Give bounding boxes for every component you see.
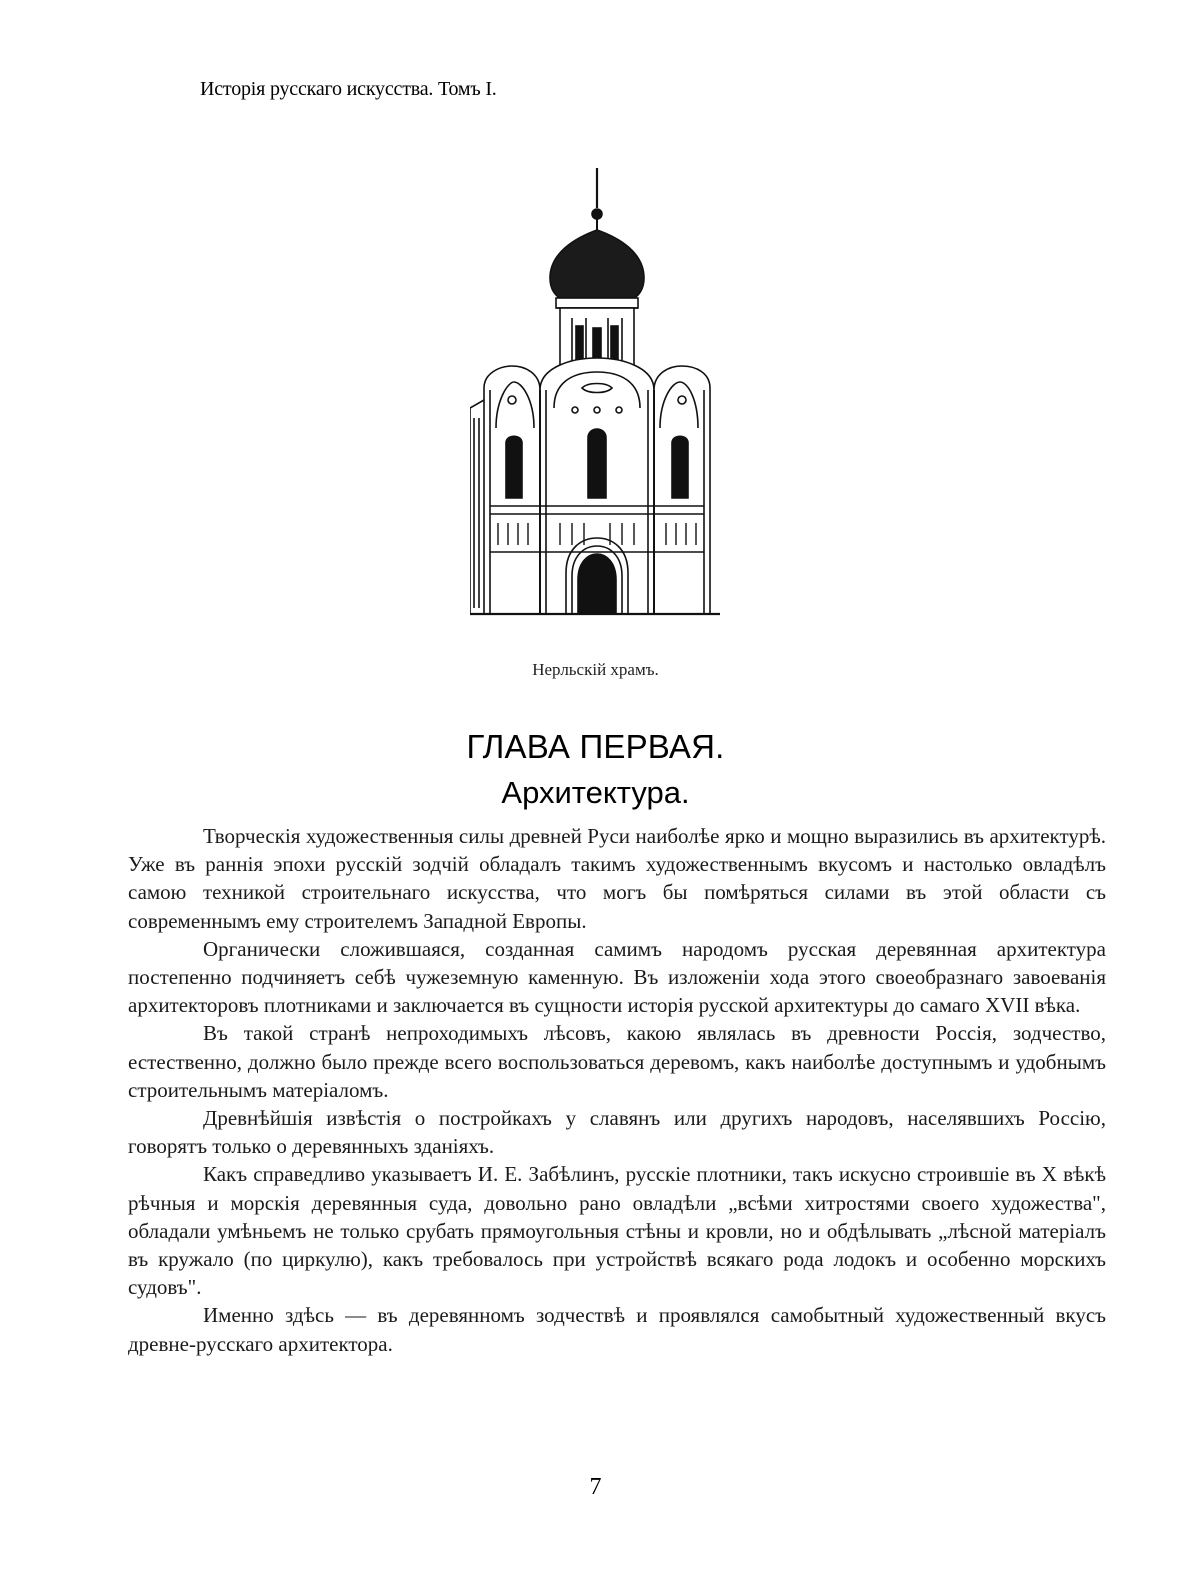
paragraph: Творческія художественныя силы древней Руси наиболѣе ярко и мощно выразились въ архитектурѣ. Уже въ раннія эпохи русскій зодчій обладалъ такимъ художественнымъ вкусомъ и настолько овладѣлъ самою техникой строительнаго искусства, что могъ бы помѣряться силами въ этой области съ современнымъ ему строителемъ Западной Европы. bbox=[128, 824, 1106, 933]
body-text bbox=[128, 822, 1106, 1358]
running-header: Исторія русскаго искусства. Томъ I. bbox=[200, 78, 497, 100]
paragraph: Именно здѣсь — въ деревянномъ зодчествѣ и проявлялся самобытный художественный вкусъ древне-русскаго архитектора. bbox=[128, 1303, 1106, 1356]
paragraph: Органически сложившаяся, созданная самимъ народомъ русская деревянная архитектура постепенно подчиняетъ себѣ чужеземную каменную. Въ изложеніи хода этого своеобразнаго завоеванія архитекторовъ плотниками и заключается въ сущности исторія русской архитектуры до самаго XVII вѣка. bbox=[128, 936, 1106, 1018]
church-illustration bbox=[470, 168, 720, 636]
chapter-subtitle: Архитектура. bbox=[501, 775, 690, 810]
paragraph: Древнѣйшія извѣстія о постройкахъ у славянъ или другихъ народовъ, населявшихъ Россію, говорятъ только о деревянныхъ зданіяхъ. bbox=[128, 1106, 1106, 1159]
chapter-title: ГЛАВА ПЕРВАЯ. bbox=[466, 728, 725, 765]
paragraph: Какъ справедливо указываетъ И. Е. Забѣлинъ, русскіе плотники, такъ искусно строившіе въ X вѣкѣ рѣчныя и морскія деревянныя суда, довольно рано овладѣли „всѣми хитростями своего художества", обладали умѣньемъ не только срубать прямоугольныя стѣны и кровли, но и обдѣлывать „лѣсной матеріалъ въ кружало (по циркулю), какъ требовалось при устройствѣ всякаго рода лодокъ и особенно морскихъ судовъ". bbox=[128, 1162, 1106, 1300]
paragraph: Въ такой странѣ непроходимыхъ лѣсовъ, какою являлась въ древности Россія, зодчество, естественно, должно было прежде всего воспользоваться деревомъ, какъ наиболѣе доступнымъ и удобнымъ строительнымъ матеріаломъ. bbox=[128, 1021, 1106, 1102]
figure-caption: Нерльскій храмъ. bbox=[532, 660, 659, 679]
page-number: 7 bbox=[589, 1474, 602, 1500]
